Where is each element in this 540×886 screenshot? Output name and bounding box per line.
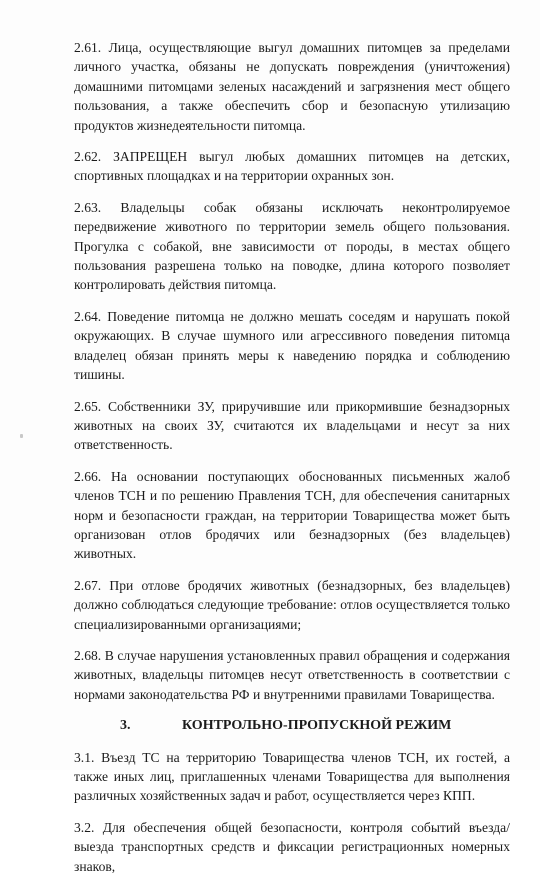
section-title: КОНТРОЛЬНО-ПРОПУСКНОЙ РЕЖИМ (182, 718, 452, 734)
section-heading (74, 716, 510, 735)
paragraph-2-66: 2.66. На основании поступающих обоснованных письменных жалоб членов ТСН и по решению Правления ТСН, для обеспечения санитарных норм и безопасности граждан, на территории Товарищества может быть организован отлов бродячих или безнадзорных (без владельцев) животных. (74, 468, 510, 562)
paragraph-2-62: 2.62. ЗАПРЕЩЕН выгул любых домашних питомцев на детских, спортивных площадках и на территории охранных зон. (74, 149, 510, 184)
paragraph-2-67: 2.67. При отлове бродячих животных (безнадзорных, без владельцев) должно соблюдаться следующие требование: отлов осуществляется только специализированными организациями; (74, 577, 510, 632)
paragraph-2-64: 2.64. Поведение питомца не должно мешать соседям и нарушать покой окружающих. В случае шумного или агрессивного поведения питомца владелец обязан принять меры к наведению порядка и соблюдению тишины. (74, 308, 510, 383)
paragraph-3-1: 3.1. Въезд ТС на территорию Товарищества членов ТСН, их гостей, а также иных лиц, приглашенных членами Товарищества для выполнения различных хозяйственных задач и работ, осуществляется через КПП. (74, 749, 510, 804)
paragraph-2-61: 2.61. Лица, осуществляющие выгул домашних питомцев за пределами личного участка, обязаны не допускать повреждения (уничтожения) домашними питомцами зеленых насаждений и загрязнения мест общего пользования, а также обеспечить сбор и безопасную утилизацию продуктов жизнедеятельности питомца. (74, 40, 510, 133)
paragraph-2-68: 2.68. В случае нарушения установленных правил обращения и содержания животных, владельцы питомцев несут ответственность в соответствии с нормами законодательства РФ и внутренними правилами Товарищества. (74, 647, 510, 702)
document-body (74, 38, 510, 886)
paragraph-2-63: 2.63. Владельцы собак обязаны исключать неконтролируемое передвижение животного по территории земель общего пользования. Прогулка с собакой, вне зависимости от породы, в местах общего пользования разрешена только на поводке, длина которого позволяет контролировать действия питомца. (74, 199, 510, 293)
paragraph-3-2: 3.2. Для обеспечения общей безопасности, контроля событий въезда/выезда транспортных средств и фиксации регистрационных номерных знаков, (74, 819, 510, 874)
paragraph-2-65: 2.65. Собственники ЗУ, приручившие или прикормившие безнадзорных животных на своих ЗУ, считаются их владельцами и несут за них ответственность. (74, 398, 510, 453)
section-number: 3. (120, 718, 131, 734)
scan-speck (20, 434, 23, 438)
